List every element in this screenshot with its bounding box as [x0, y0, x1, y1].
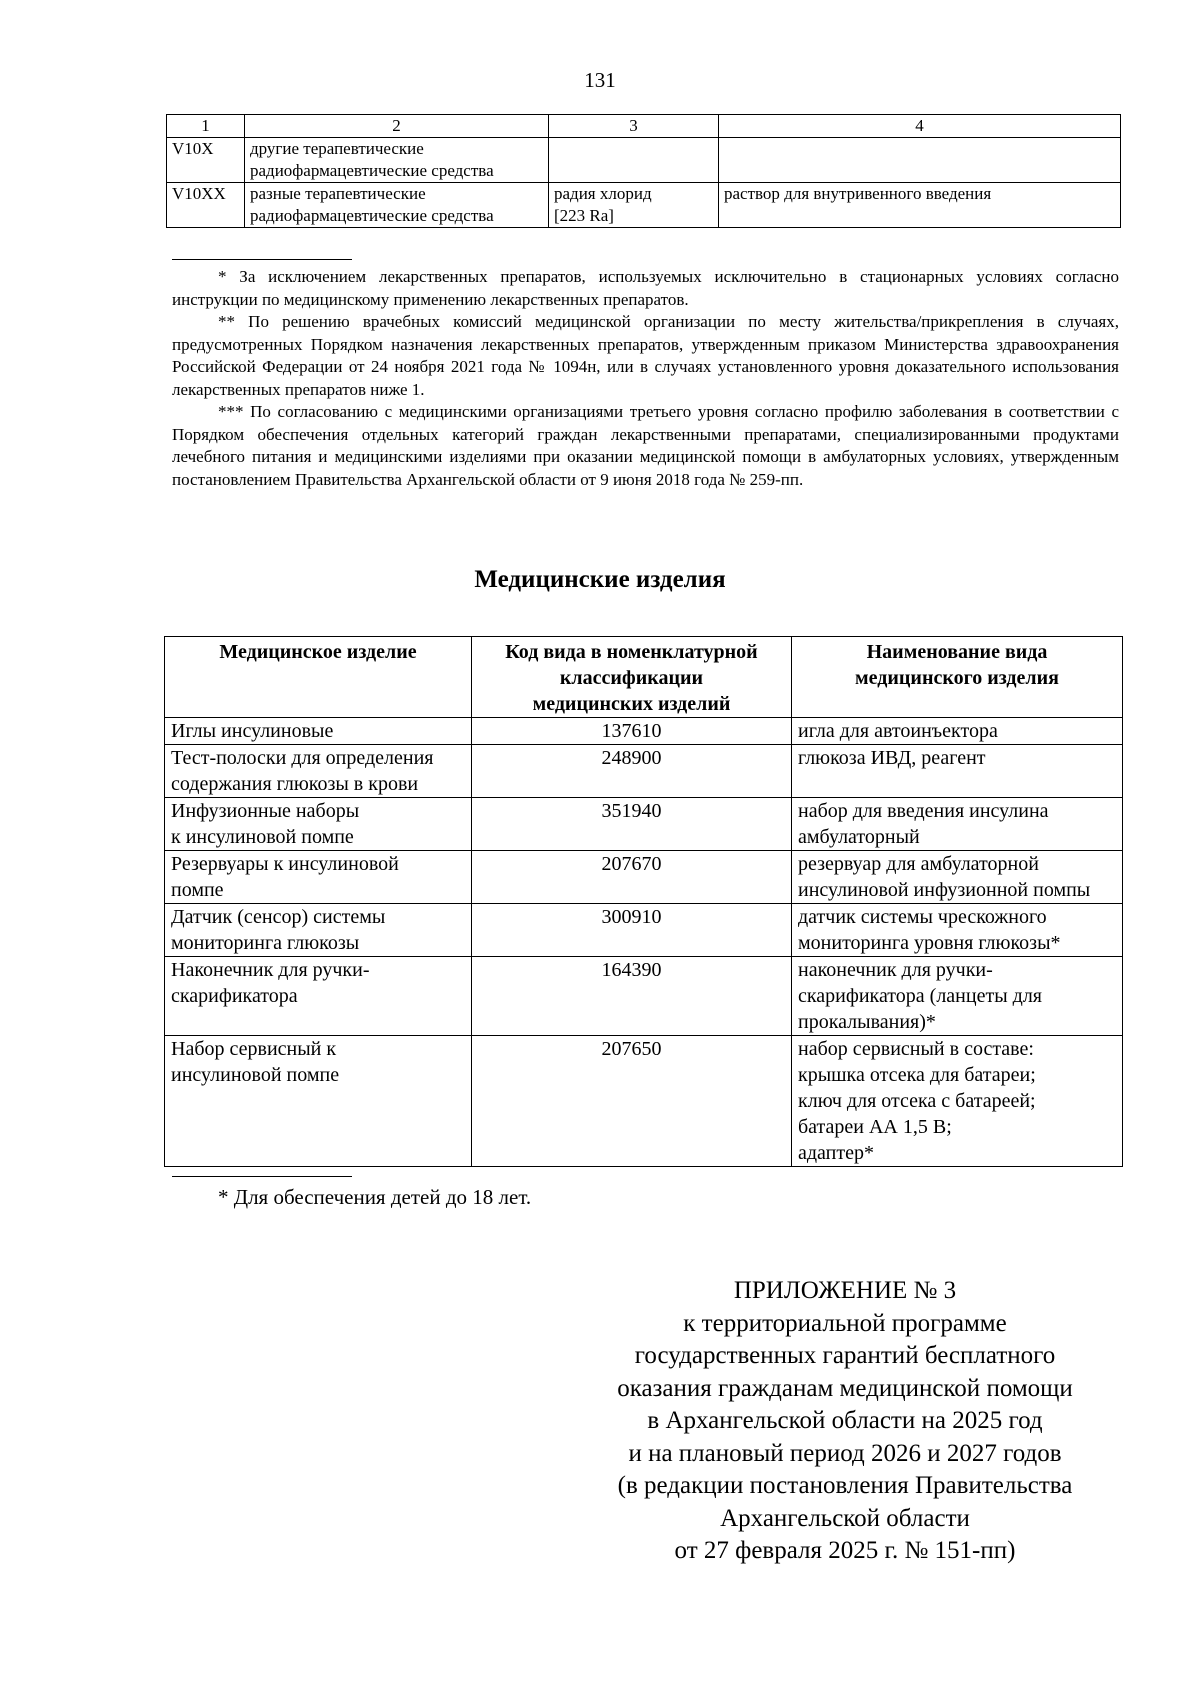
- device-name: [165, 957, 472, 1036]
- table-row: [165, 718, 1123, 745]
- table-row: [165, 798, 1123, 851]
- drug-table: [166, 114, 1121, 228]
- atc-group-line: радиофармацевтические средства: [250, 161, 494, 180]
- device-kind: [792, 798, 1123, 851]
- substance: [549, 183, 719, 228]
- page-number: 131: [584, 68, 616, 92]
- device-code: 300910: [472, 904, 792, 957]
- device-kind-line: амбулаторный: [798, 826, 920, 848]
- appendix-line: государственных гарантий бесплатного: [634, 1342, 1056, 1369]
- footnote: ** По решению врачебных комиссий медицинской организации по месту жительства/прикрепления в случаях, предусмотренных Порядком назначения лекарственных препаратов, утвержденным приказом Министерства здравоохранения Российской Федерации от 24 ноября 2021 года № 1094н, или в случаях установленного уровня доказательного использования лекарственных препаратов ниже 1.: [172, 312, 1119, 399]
- column-number: 3: [549, 115, 719, 138]
- device-name-line: Иглы инсулиновые: [171, 720, 334, 742]
- column-number: 4: [719, 115, 1121, 138]
- device-name-line: скарификатора: [171, 985, 298, 1007]
- device-code: 207670: [472, 851, 792, 904]
- atc-group: [245, 138, 549, 183]
- header-kind: [792, 637, 1123, 718]
- device-kind-line: датчик системы чрескожного: [798, 906, 1047, 928]
- appendix-heading: [580, 1275, 1110, 1568]
- column-number: 2: [245, 115, 549, 138]
- device-kind: [792, 745, 1123, 798]
- atc-group: [245, 183, 549, 228]
- footnote-children: * Для обеспечения детей до 18 лет.: [218, 1185, 532, 1209]
- appendix-line: оказания гражданам медицинской помощи: [617, 1374, 1073, 1402]
- device-name: [165, 745, 472, 798]
- device-kind-line: скарификатора (ланцеты для: [798, 985, 1042, 1007]
- appendix-line: от 27 февраля 2025 г. № 151-пп): [674, 1537, 1016, 1564]
- device-name: [165, 718, 472, 745]
- drug-table-header-row: [167, 115, 1121, 138]
- header-kind-line: Наименование вида: [866, 641, 1048, 663]
- device-name-line: Датчик (сенсор) системы: [171, 906, 386, 928]
- device-name-line: Инфузионные наборы: [171, 800, 360, 822]
- substance-line: радия хлорид: [554, 184, 652, 203]
- device-code: 137610: [472, 718, 792, 745]
- table-row: [167, 138, 1121, 183]
- table-row: [165, 851, 1123, 904]
- device-name: [165, 851, 472, 904]
- devices-table-body: [165, 718, 1123, 1167]
- header-code-line: медицинских изделий: [532, 693, 731, 715]
- device-name-line: помпе: [171, 879, 224, 901]
- device-kind-line: игла для автоинъектора: [798, 720, 998, 742]
- device-code: 248900: [472, 745, 792, 798]
- device-code: 351940: [472, 798, 792, 851]
- appendix-line: Архангельской области: [720, 1504, 970, 1532]
- header-code: [472, 637, 792, 718]
- table-row: [165, 1036, 1123, 1167]
- device-kind-line: резервуар для амбулаторной: [798, 853, 1039, 875]
- table-row: [165, 904, 1123, 957]
- device-kind-line: прокалывания)*: [798, 1011, 936, 1033]
- device-name-line: Резервуары к инсулиновой: [171, 853, 399, 875]
- device-name: [165, 1036, 472, 1167]
- footnote: *** По согласованию с медицинскими организациями третьего уровня согласно профилю заболевания в соответствии с Порядком обеспечения отдельных категорий граждан лекарственными препаратами, специализированными продуктами лечебного питания и медицинскими изделиями при оказании медицинской помощи в амбулаторных условиях, утвержденным постановлением Правительства Архангельской области от 9 июня 2018 года № 259-пп.: [172, 402, 1119, 489]
- device-kind: [792, 718, 1123, 745]
- device-name-line: Тест-полоски для определения: [171, 747, 434, 769]
- atc-code: V10X: [167, 138, 245, 183]
- footnote-separator: [172, 1176, 352, 1177]
- header-code-line: Код вида в номенклатурной: [505, 641, 758, 663]
- device-name-line: Наконечник для ручки-: [171, 959, 370, 981]
- header-kind-line: медицинского изделия: [855, 667, 1059, 689]
- atc-group-line: радиофармацевтические средства: [250, 206, 494, 225]
- header-device: Медицинское изделие: [165, 637, 472, 718]
- device-name-line: мониторинга глюкозы: [171, 932, 360, 954]
- dosage-form: [719, 138, 1121, 183]
- device-kind: [792, 851, 1123, 904]
- device-kind-line: набор сервисный в составе:: [798, 1038, 1034, 1060]
- table-row: [165, 957, 1123, 1036]
- appendix-line: и на плановый период 2026 и 2027 годов: [628, 1439, 1062, 1467]
- device-code: 207650: [472, 1036, 792, 1167]
- footnotes: [172, 266, 1119, 491]
- appendix-line: (в редакции постановления Правительства: [617, 1472, 1073, 1499]
- column-number: 1: [167, 115, 245, 138]
- atc-group-line: разные терапевтические: [250, 184, 426, 203]
- device-name-line: Набор сервисный к: [171, 1038, 337, 1060]
- table-row: [165, 745, 1123, 798]
- devices-table-header-row: [165, 637, 1123, 718]
- device-kind: [792, 904, 1123, 957]
- device-code: 164390: [472, 957, 792, 1036]
- device-kind-line: ключ для отсека с батареей;: [798, 1090, 1036, 1112]
- appendix-line: в Архангельской области на 2025 год: [647, 1407, 1043, 1434]
- device-kind-line: инсулиновой инфузионной помпы: [798, 879, 1091, 901]
- device-kind-line: мониторинга уровня глюкозы*: [798, 932, 1061, 954]
- atc-code: V10XX: [167, 183, 245, 228]
- device-kind: [792, 957, 1123, 1036]
- device-kind-line: батареи АА 1,5 В;: [798, 1116, 952, 1138]
- atc-group-line: другие терапевтические: [250, 139, 424, 158]
- device-kind: [792, 1036, 1123, 1167]
- substance-line: [223 Ra]: [554, 206, 614, 225]
- medical-devices-table: [164, 636, 1123, 1167]
- dosage-form: раствор для внутривенного введения: [719, 183, 1121, 228]
- device-name-line: содержания глюкозы в крови: [171, 773, 419, 795]
- appendix-line: ПРИЛОЖЕНИЕ № 3: [733, 1277, 957, 1304]
- device-kind-line: набор для введения инсулина: [798, 800, 1049, 822]
- device-name-line: инсулиновой помпе: [171, 1064, 340, 1086]
- section-title: Медицинские изделия: [474, 566, 726, 593]
- table-row: [167, 183, 1121, 228]
- device-name-line: к инсулиновой помпе: [171, 826, 354, 848]
- footnote-separator: [172, 259, 352, 260]
- device-kind-line: глюкоза ИВД, реагент: [798, 747, 986, 769]
- substance: [549, 138, 719, 183]
- device-kind-line: адаптер*: [798, 1142, 874, 1164]
- device-name: [165, 798, 472, 851]
- header-code-line: классификации: [559, 667, 704, 689]
- footnote: * За исключением лекарственных препаратов, используемых исключительно в стационарных условиях согласно инструкции по медицинскому применению лекарственных препаратов.: [172, 267, 1119, 309]
- device-name: [165, 904, 472, 957]
- device-kind-line: крышка отсека для батареи;: [798, 1064, 1036, 1086]
- appendix-line: к территориальной программе: [683, 1309, 1007, 1337]
- device-kind-line: наконечник для ручки-: [798, 959, 993, 981]
